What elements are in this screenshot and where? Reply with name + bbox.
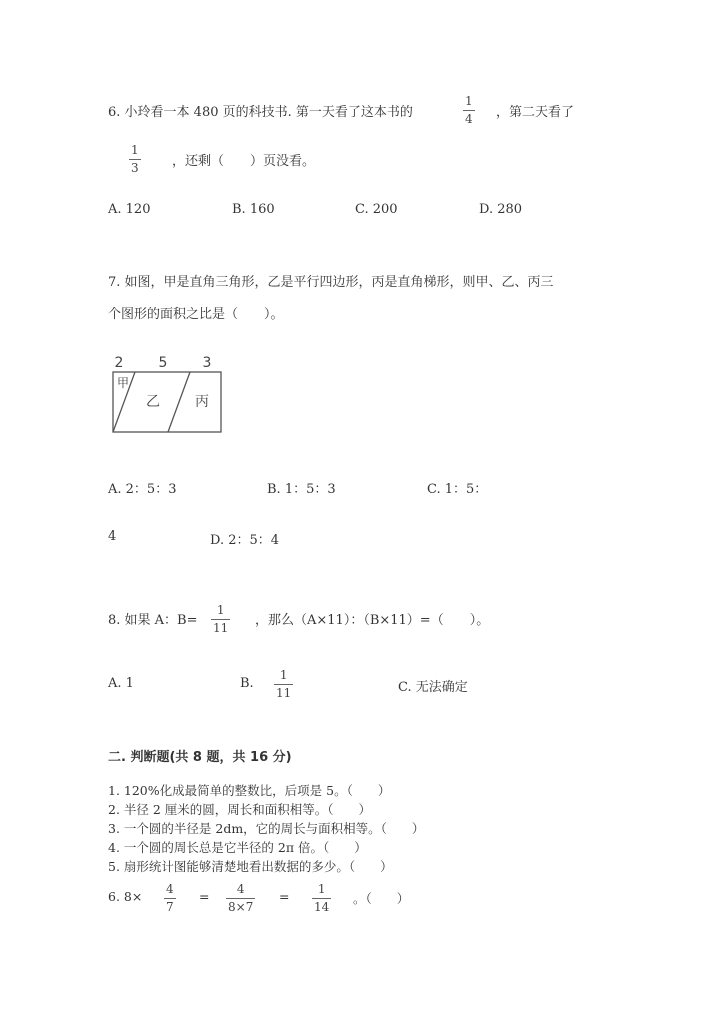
judge-item-6-fraction-2 bbox=[226, 882, 255, 915]
fraction-denominator: 7 bbox=[166, 900, 174, 914]
fraction-numerator: 1 bbox=[279, 668, 288, 682]
q6-text-b: ，第二天看了 bbox=[496, 105, 575, 120]
q7-line-2: 个图形的面积之比是（ ）。 bbox=[108, 307, 284, 322]
q6-text-a: 6. 小玲看一本 480 页的科技书. 第一天看了这本书的 bbox=[108, 105, 413, 120]
judge-item-6-fraction-3 bbox=[312, 882, 331, 915]
q6-text-c: ，还剩（ ）页没看。 bbox=[172, 154, 316, 169]
q7-option-d: D. 2：5：4 bbox=[210, 533, 280, 548]
fraction-numerator: 1 bbox=[465, 94, 473, 108]
fraction-denominator: 14 bbox=[314, 900, 330, 914]
judge-item-6-equals-2: = bbox=[279, 889, 290, 904]
q7-option-b: B. 1：5：3 bbox=[267, 482, 336, 497]
q8-option-c: C. 无法确定 bbox=[398, 680, 468, 695]
fraction-denominator: 4 bbox=[465, 112, 473, 126]
q7-option-a: A. 2：5：3 bbox=[108, 482, 177, 497]
fraction-numerator: 4 bbox=[166, 882, 174, 896]
judge-item-5: 5. 扇形统计图能够清楚地看出数据的多少。（ ） bbox=[108, 859, 393, 874]
figure-label-5: 5 bbox=[158, 355, 168, 371]
q8-option-b-fraction bbox=[274, 668, 293, 701]
q7-option-c-cont: 4 bbox=[108, 529, 117, 544]
q6-fraction-2 bbox=[129, 143, 141, 176]
q6-option-b: B. 160 bbox=[232, 202, 275, 217]
q8-fraction bbox=[211, 603, 230, 636]
q8-option-b: B. bbox=[240, 676, 254, 691]
figure-line-right bbox=[168, 372, 190, 432]
fraction-bar bbox=[226, 898, 255, 899]
section-2-title: 二. 判断题(共 8 题，共 16 分) bbox=[108, 750, 292, 765]
judge-item-1: 1. 120%化成最简单的整数比，后项是 5。（ ） bbox=[108, 783, 391, 798]
figure-label-jia: 甲 bbox=[117, 376, 130, 390]
fraction-denominator: 11 bbox=[213, 621, 229, 635]
q6-fraction-1 bbox=[463, 94, 475, 127]
q7-line-1: 7. 如图，甲是直角三角形，乙是平行四边形，丙是直角梯形，则甲、乙、丙三 bbox=[108, 275, 554, 290]
q8-text-a: 8. 如果 A：B= bbox=[108, 613, 198, 628]
figure-label-2: 2 bbox=[114, 355, 124, 371]
fraction-numerator: 1 bbox=[131, 143, 139, 157]
q8-option-a: A. 1 bbox=[108, 676, 134, 691]
judge-item-6-prefix: 6. 8× bbox=[108, 889, 143, 904]
fraction-bar bbox=[274, 684, 293, 685]
fraction-denominator: 11 bbox=[276, 686, 292, 700]
q8-text-b: ，那么（A×11）：（B×11）=（ ）。 bbox=[255, 613, 490, 628]
judge-item-2: 2. 半径 2 厘米的圆，周长和面积相等。（ ） bbox=[108, 802, 372, 817]
figure-label-bing: 丙 bbox=[195, 394, 209, 410]
fraction-numerator: 1 bbox=[216, 603, 225, 617]
fraction-denominator: 8×7 bbox=[228, 900, 254, 914]
fraction-bar bbox=[129, 159, 141, 160]
fraction-numerator: 4 bbox=[236, 882, 245, 896]
judge-item-6-fraction-1 bbox=[164, 882, 176, 915]
q6-option-a: A. 120 bbox=[108, 202, 151, 217]
fraction-numerator: 1 bbox=[317, 882, 326, 896]
q6-option-c: C. 200 bbox=[355, 202, 398, 217]
judge-item-4: 4. 一个圆的周长总是它半径的 2π 倍。（ ） bbox=[108, 840, 367, 855]
fraction-bar bbox=[211, 619, 230, 620]
figure-label-3: 3 bbox=[202, 355, 212, 371]
q7-figure bbox=[106, 350, 228, 438]
fraction-denominator: 3 bbox=[131, 161, 139, 175]
figure-label-yi: 乙 bbox=[146, 394, 160, 410]
judge-item-6-suffix: 。（ ） bbox=[353, 891, 410, 906]
judge-item-6-equals-1: = bbox=[199, 889, 210, 904]
fraction-bar bbox=[463, 110, 475, 111]
fraction-bar bbox=[312, 898, 331, 899]
judge-item-3: 3. 一个圆的半径是 2dm，它的周长与面积相等。（ ） bbox=[108, 821, 425, 836]
q6-option-d: D. 280 bbox=[479, 202, 523, 217]
fraction-bar bbox=[164, 898, 176, 899]
q7-option-c: C. 1：5： bbox=[427, 482, 488, 497]
